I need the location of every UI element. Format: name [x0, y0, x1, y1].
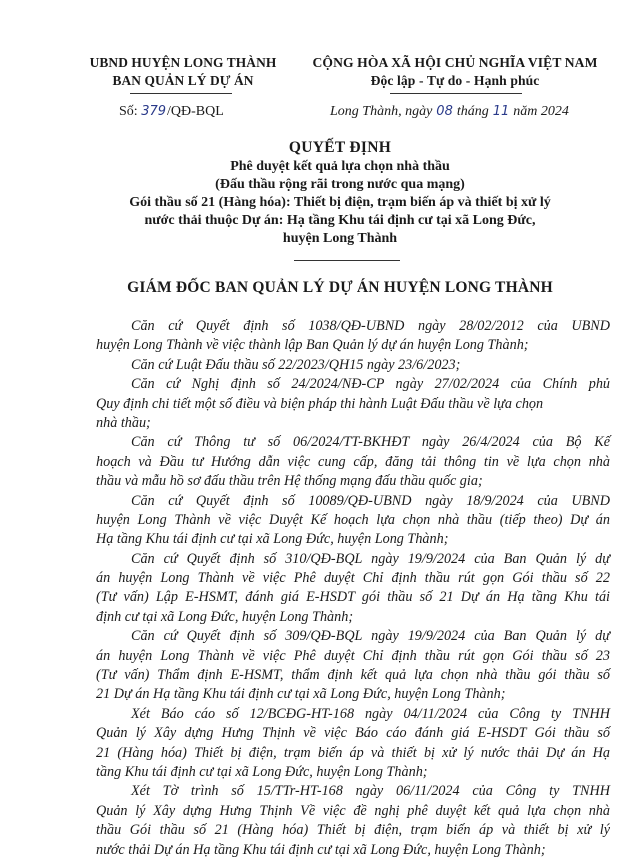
- body-line: huyện Long Thành về việc Duyệt Kế hoạch lựa chọn nhà thầu (tiếp theo) Dự án: [96, 511, 610, 528]
- handwritten-month: 11: [492, 104, 510, 119]
- body-line: Xét Báo cáo số 12/BCĐG-HT-168 ngày 04/11/2024 của Công ty TNHH: [131, 705, 610, 722]
- body-line: Quy định chi tiết một số điều và biện pháp thi hành Luật Đấu thầu về lựa chọn: [96, 395, 544, 412]
- body-line: Quản lý Xây dựng Hưng Thịnh Về việc đề nghị phê duyệt kết quả lựa chọn nhà: [96, 802, 610, 819]
- title-line: (Đấu thầu rộng rãi trong nước qua mạng): [215, 177, 465, 192]
- agency-line-1: UBND HUYỆN LONG THÀNH: [89, 55, 277, 70]
- document-number: [119, 104, 224, 120]
- body-line: thầu và mẫu hồ sơ đấu thầu trên Hệ thống mạng đấu thầu quốc gia;: [96, 473, 483, 490]
- body-line: án huyện Long Thành về việc Phê duyệt Chỉ định thầu rút gọn Gói thầu số 22: [96, 570, 610, 587]
- doc-number-prefix: Số:: [119, 104, 138, 119]
- legal-basis: [96, 317, 610, 860]
- decision-title: [70, 138, 610, 248]
- body-line: thầu Gói thầu số 21 (Hàng hóa) Thiết bị điện, trạm biến áp và thiết bị xử lý: [96, 822, 610, 839]
- body-line: Xét Tờ trình số 15/TTr-HT-168 ngày 06/11/2024 của Công ty TNHH: [131, 783, 610, 800]
- body-line: Căn cứ Quyết định số 10089/QĐ-UBND ngày 18/9/2024 của UBND: [131, 492, 610, 509]
- body-line: Hạ tầng Khu tái định cư tại xã Long Đức, huyện Long Thành;: [96, 531, 449, 548]
- national-motto: [290, 54, 620, 90]
- body-line: huyện Long Thành về việc thành lập Ban Quản lý dự án huyện Long Thành;: [96, 337, 529, 354]
- body-line: Căn cứ Thông tư số 06/2024/TT-BKHĐT ngày 26/4/2024 của Bộ Kế: [131, 434, 610, 451]
- body-line: nước thải Dự án Hạ tầng Khu tái định cư tại xã Long Đức, huyện Long Thành;: [96, 841, 546, 858]
- body-line: 21 (Hàng hóa) Thiết bị điện, trạm biến áp và thiết bị xử lý nước thải Dự án Hạ: [96, 744, 610, 761]
- country-name: CỘNG HÒA XÃ HỘI CHỦ NGHĨA VIỆT NAM: [312, 55, 598, 70]
- body-line: (Tư vấn) Lập E-HSMT, đánh giá E-HSDT gói thầu số 21 Dự án Hạ tầng Khu tái: [96, 589, 610, 606]
- date-year: năm 2024: [513, 104, 569, 119]
- agency-underline: [130, 93, 232, 94]
- body-line: (Tư vấn) Thẩm định E-HSMT, thẩm định kết quả lựa chọn nhà thầu gói thầu số: [96, 667, 610, 684]
- body-line: tầng Khu tái định cư tại xã Long Đức, huyện Long Thành;: [96, 763, 428, 780]
- handwritten-number: 379: [141, 104, 167, 119]
- body-line: Căn cứ Quyết định số 309/QĐ-BQL ngày 19/9/2024 của Ban Quản lý dự: [131, 628, 610, 645]
- doc-number-suffix: /QĐ-BQL: [167, 104, 224, 119]
- body-line: định cư tại xã Long Đức, huyện Long Thành;: [96, 608, 354, 625]
- motto: Độc lập - Tự do - Hạnh phúc: [370, 73, 540, 88]
- issuing-agency: [78, 54, 288, 90]
- body-line: Căn cứ Quyết định số 1038/QĐ-UBND ngày 28/02/2012 của UBND: [131, 318, 610, 334]
- agency-line-2: BAN QUẢN LÝ DỰ ÁN: [112, 73, 254, 88]
- date-line: [330, 104, 569, 120]
- body-line: án huyện Long Thành về việc Phê duyệt Chỉ định thầu rút gọn Gói thầu số 23: [96, 647, 610, 664]
- motto-underline: [390, 93, 522, 94]
- title-line: Phê duyệt kết quả lựa chọn nhà thầu: [230, 159, 450, 174]
- title-line: Gói thầu số 21 (Hàng hóa): Thiết bị điện, trạm biến áp và thiết bị xử lý: [129, 195, 551, 210]
- body-line: Căn cứ Luật Đấu thầu số 22/2023/QH15 ngày 23/6/2023;: [131, 356, 461, 373]
- date-place: Long Thành, ngày: [330, 104, 433, 119]
- director-heading: GIÁM ĐỐC BAN QUẢN LÝ DỰ ÁN HUYỆN LONG THÀNH: [127, 279, 553, 296]
- handwritten-day: 08: [436, 104, 453, 119]
- body-line: hoạch và Đầu tư Hướng dẫn việc cung cấp, đăng tải thông tin về lựa chọn nhà: [96, 453, 610, 470]
- body-line: nhà thầu;: [96, 414, 151, 431]
- body-line: Quản lý Xây dựng Hưng Thịnh về việc Báo cáo đánh giá E-HSDT Gói thầu số: [96, 725, 610, 742]
- title-line: nước thải thuộc Dự án: Hạ tầng Khu tái định cư tại xã Long Đức,: [144, 213, 536, 228]
- body-line: Căn cứ Nghị định số 24/2024/NĐ-CP ngày 27/02/2024 của Chính phủ: [131, 376, 610, 393]
- decision-heading: QUYẾT ĐỊNH: [288, 139, 392, 156]
- title-underline: [294, 260, 400, 261]
- body-line: 21 Dự án Hạ tầng Khu tái định cư tại xã Long Đức, huyện Long Thành;: [96, 686, 506, 703]
- title-line: huyện Long Thành: [282, 231, 398, 246]
- date-month-label: tháng: [456, 104, 489, 119]
- body-line: Căn cứ Quyết định số 310/QĐ-BQL ngày 19/9/2024 của Ban Quản lý dự: [131, 550, 610, 567]
